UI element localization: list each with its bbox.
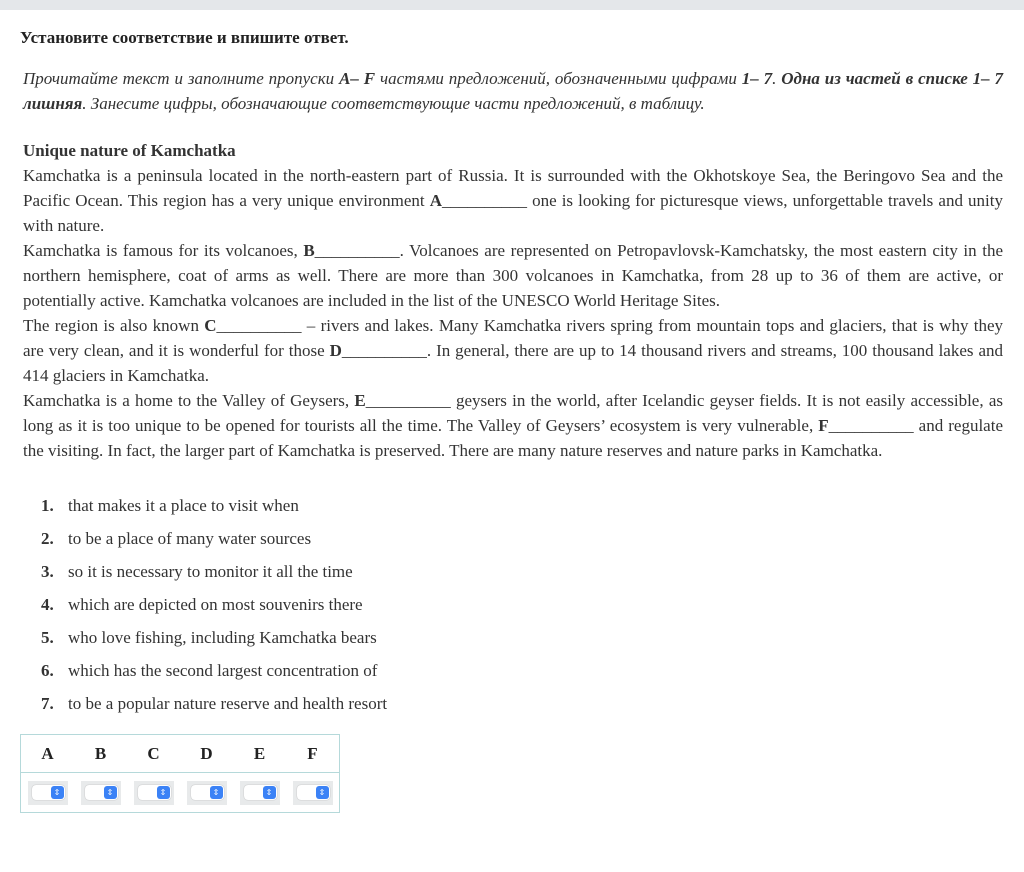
header-f: F bbox=[286, 735, 340, 773]
list-item: 2. to be a place of many water sources bbox=[41, 529, 312, 548]
instructions bbox=[23, 66, 1003, 116]
instr-text: . bbox=[772, 69, 782, 88]
list-item: 5. who love fishing, including Kamchatka bears bbox=[41, 628, 377, 647]
instr-text: Прочитайте текст и заполните пропуски bbox=[23, 69, 340, 88]
task-heading: Установите соответствие и впишите ответ. bbox=[20, 28, 349, 47]
select-arrows-icon: ⇕ bbox=[104, 786, 117, 799]
select-arrows-icon: ⇕ bbox=[316, 786, 329, 799]
options-list bbox=[41, 496, 1003, 727]
gap-b: __________ bbox=[314, 241, 400, 260]
select-arrows-icon: ⇕ bbox=[210, 786, 223, 799]
gap-e: __________ bbox=[365, 391, 451, 410]
instr-bold: A– F bbox=[339, 69, 376, 88]
select-d[interactable] bbox=[187, 781, 227, 805]
instr-text: . Занесите цифры, обозначающие соответствующие части предложений, в таблицу. bbox=[82, 94, 705, 113]
select-c[interactable] bbox=[134, 781, 174, 805]
header-c: C bbox=[127, 735, 180, 773]
select-f[interactable] bbox=[293, 781, 333, 805]
select-arrows-icon: ⇕ bbox=[51, 786, 64, 799]
select-arrows-icon: ⇕ bbox=[263, 786, 276, 799]
answer-table bbox=[20, 734, 340, 813]
top-bar bbox=[0, 0, 1024, 10]
header-d: D bbox=[180, 735, 233, 773]
gap-d: __________ bbox=[341, 341, 427, 360]
select-b[interactable] bbox=[81, 781, 121, 805]
header-e: E bbox=[233, 735, 286, 773]
gap-f: __________ bbox=[828, 416, 914, 435]
header-b: B bbox=[74, 735, 127, 773]
paragraph-3: The region is also known C__________ – rivers and lakes. Many Kamchatka rivers spring from mountain tops and glaciers, that is why they are very clean, and it is wonderful for those D__________. In general, there are up to 14 thousand rivers and streams, 100 thousand lakes and 414 glaciers in Kamchatka. bbox=[23, 316, 1003, 385]
paragraph-4: Kamchatka is a home to the Valley of Geysers, E__________ geysers in the world, after Icelandic geyser fields. It is not easily accessible, as long as it is too unique to be opened for tourists all the time. The Valley of Geysers’ ecosystem is very vulnerable, F__________ and regulate the visiting. In fact, the larger part of Kamchatka is preserved. There are many nature reserves and nature parks in Kamchatka. bbox=[23, 391, 1003, 460]
select-e[interactable] bbox=[240, 781, 280, 805]
list-item: 3. so it is necessary to monitor it all the time bbox=[41, 562, 353, 581]
header-a: A bbox=[21, 735, 75, 773]
list-item: 6. which has the second largest concentration of bbox=[41, 661, 378, 680]
text-title: Unique nature of Kamchatka bbox=[23, 141, 236, 160]
instr-bold: 1– 7 bbox=[741, 69, 773, 88]
list-item: 7. to be a popular nature reserve and health resort bbox=[41, 694, 388, 713]
paragraph-2: Kamchatka is famous for its volcanoes, B__________. Volcanoes are represented on Petropavlovsk-Kamchatsky, the most eastern city in the northern hemisphere, coat of arms as well. There are more than 300 volcanoes in Kamchatka, from 28 up to 36 of them are active, or potentially active. Kamchatka volcanoes are included in the list of the UNESCO World Heritage Sites. bbox=[23, 241, 1003, 310]
instr-bold: Одна из частей в списке 1– 7 лишняя bbox=[23, 69, 1004, 113]
gap-c: __________ bbox=[216, 316, 302, 335]
select-a[interactable] bbox=[28, 781, 68, 805]
select-arrows-icon: ⇕ bbox=[157, 786, 170, 799]
instr-text: частями предложений, обозначенными цифрами bbox=[375, 69, 742, 88]
paragraph-1: Kamchatka is a peninsula located in the north-eastern part of Russia. It is surrounded with the Okhotskoye Sea, the Beringovo Sea and the Pacific Ocean. This region has a very unique environment A__________ one is looking for picturesque views, unforgettable travels and unity with nature. bbox=[23, 166, 1003, 235]
list-item: 1. that makes it a place to visit when bbox=[41, 496, 299, 515]
list-item: 4. which are depicted on most souvenirs there bbox=[41, 595, 363, 614]
gap-a: __________ bbox=[441, 191, 527, 210]
